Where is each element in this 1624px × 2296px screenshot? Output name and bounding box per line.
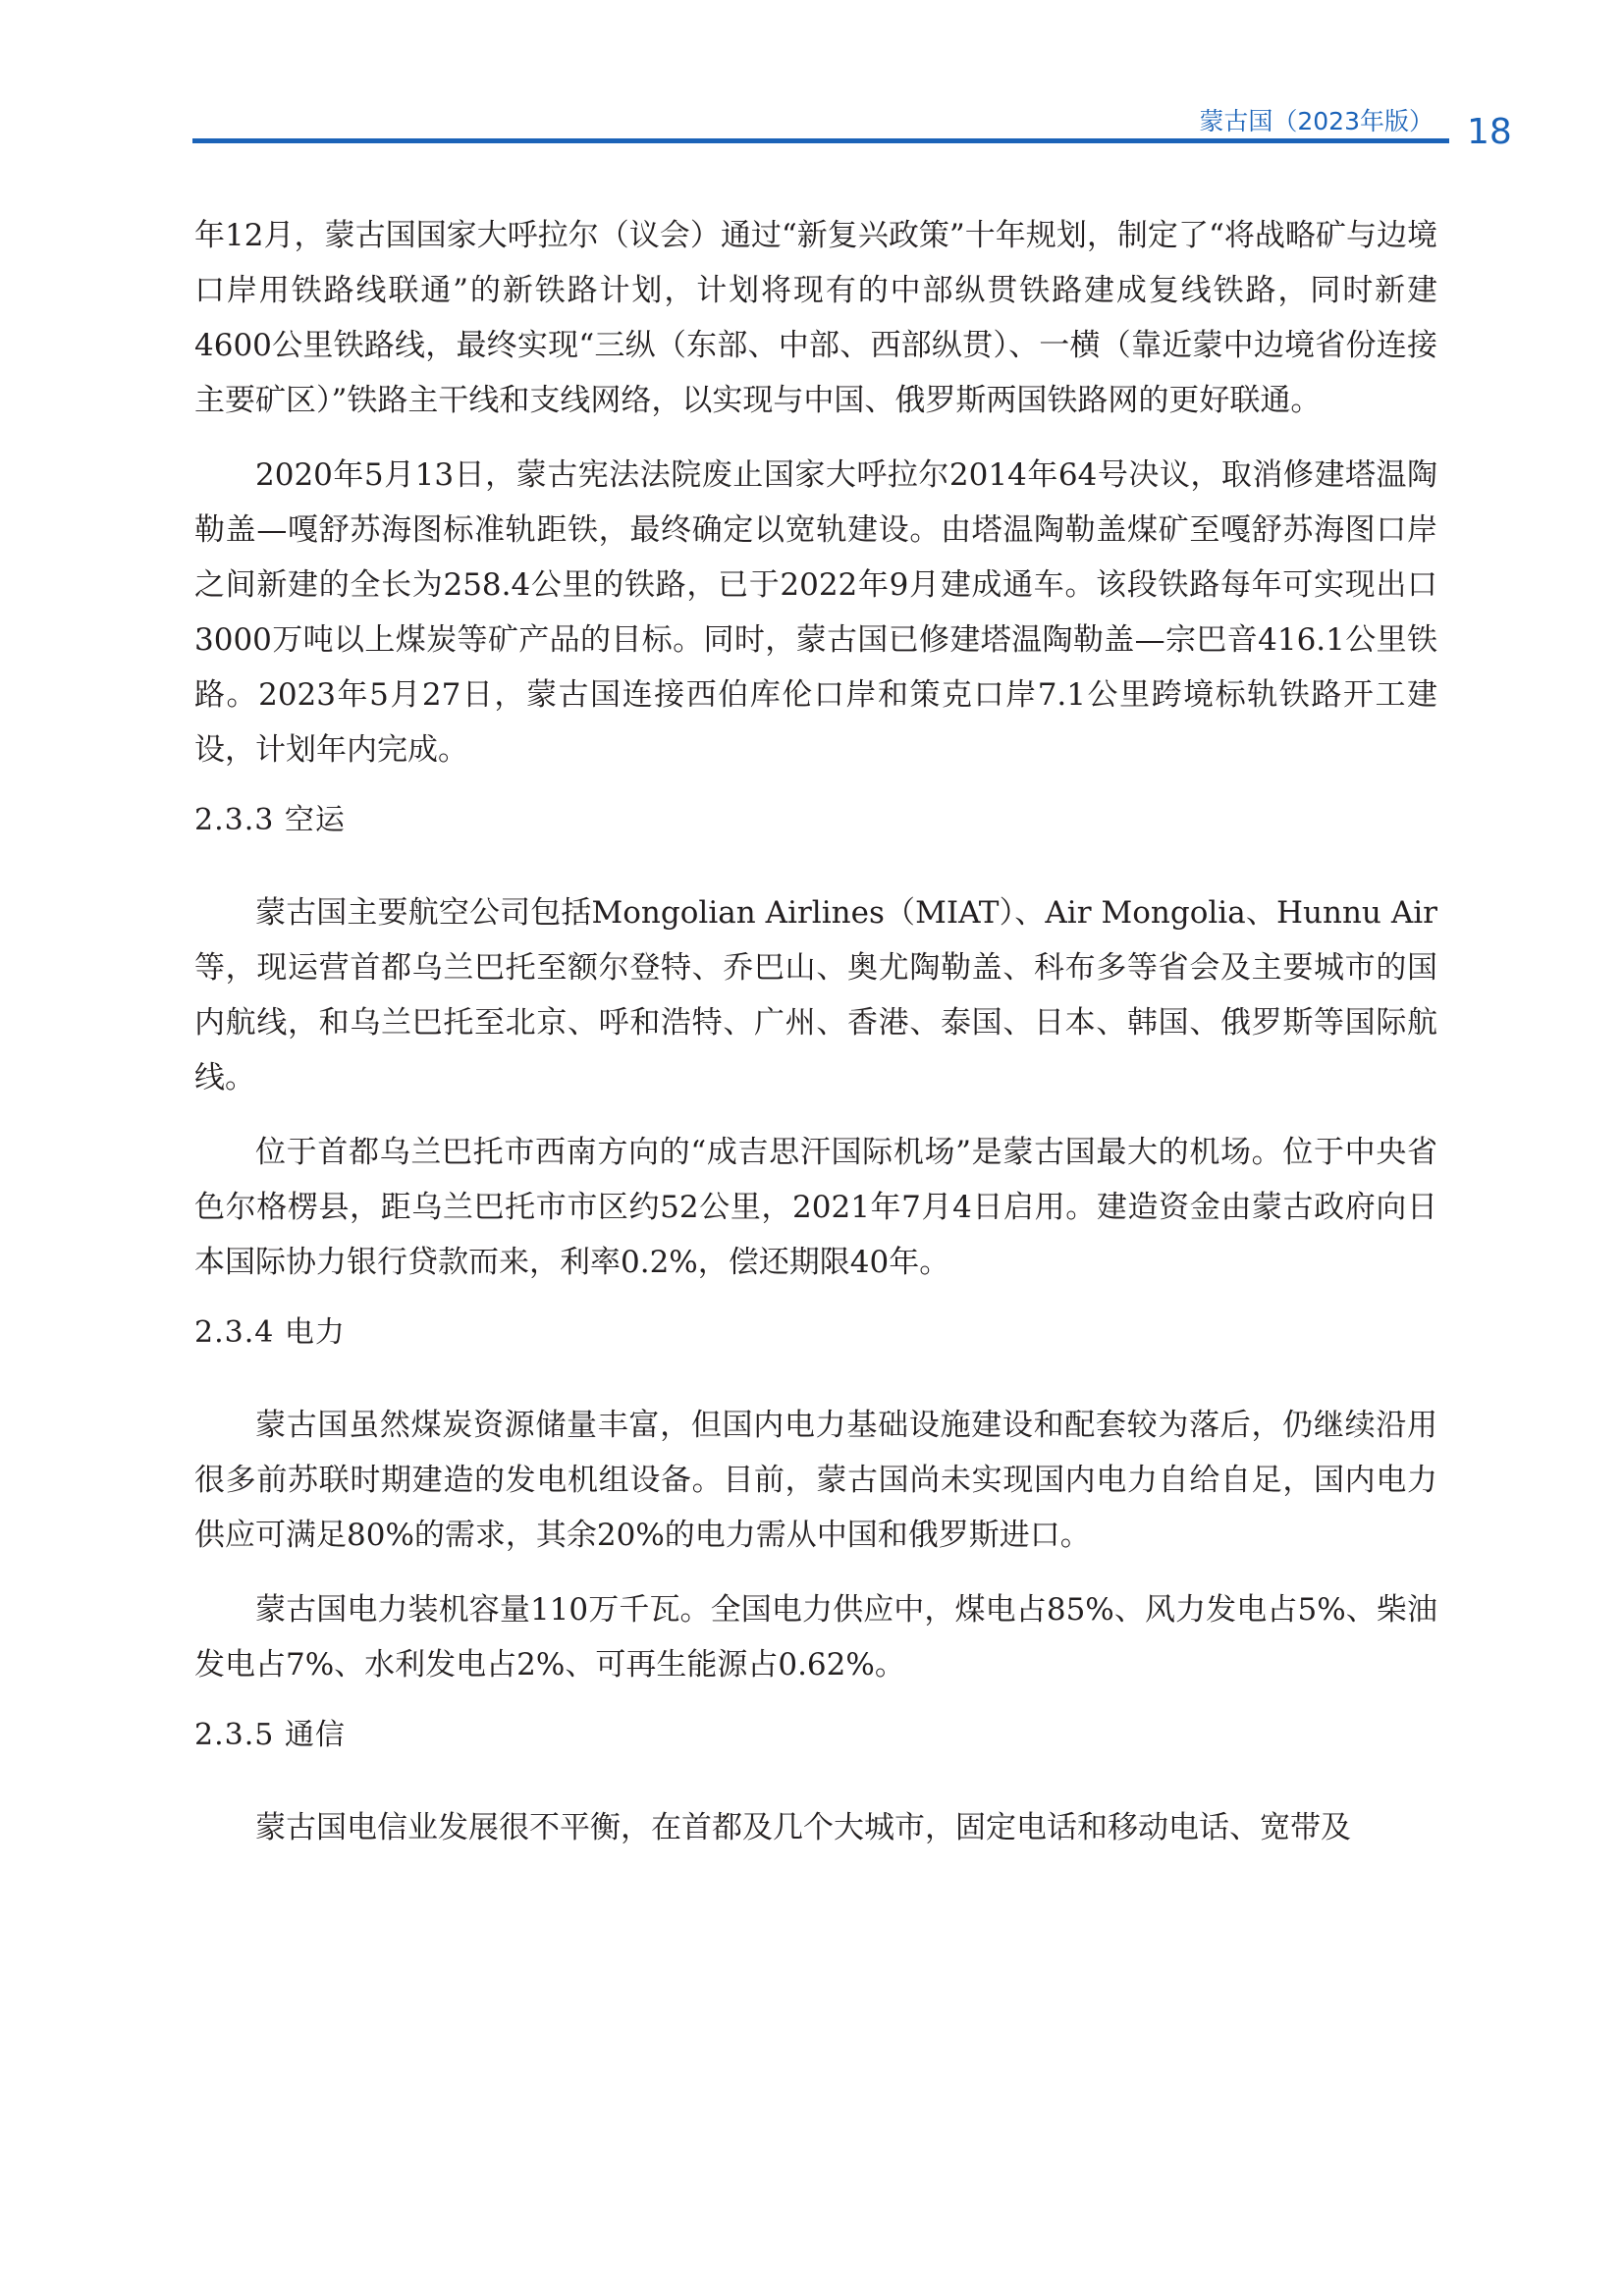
- section-heading-air-transport: 2.3.3 空运: [194, 803, 346, 837]
- paragraph-airlines: 蒙古国主要航空公司包括Mongolian Airlines（MIAT）、Air Mongolia、Hunnu Air等，现运营首都乌兰巴托至额尔登特、乔巴山、奥尤陶勒盖、科布多等省会及主要城市的国内航线，和乌兰巴托至北京、呼和浩特、广州、香港、泰国、日本、韩国、俄罗斯等国际航线。: [194, 895, 1437, 1095]
- paragraph-railway-plan: 年12月，蒙古国国家大呼拉尔（议会）通过“新复兴政策”十年规划，制定了“将战略矿与边境口岸用铁路线联通”的新铁路计划，计划将现有的中部纵贯铁路建成复线铁路，同时新建4600公里铁路线，最终实现“三纵（东部、中部、西部纵贯）、一横（靠近蒙中边境省份连接主要矿区）”铁路主干线和支线网络，以实现与中国、俄罗斯两国铁路网的更好联通。: [194, 218, 1437, 418]
- paragraph-airport: 位于首都乌兰巴托市西南方向的“成吉思汗国际机场”是蒙古国最大的机场。位于中央省色尔格楞县，距乌兰巴托市市区约52公里，2021年7月4日启用。建造资金由蒙古政府向日本国际协力银行贷款而来，利率0.2%，偿还期限40年。: [194, 1135, 1437, 1280]
- paragraph-railway-construction: 2020年5月13日，蒙古宪法法院废止国家大呼拉尔2014年64号决议，取消修建塔温陶勒盖—嘎舒苏海图标准轨距铁，最终确定以宽轨建设。由塔温陶勒盖煤矿至嘎舒苏海图口岸之间新建的全长为258.4公里的铁路，已于2022年9月建成通车。该段铁路每年可实现出口3000万吨以上煤炭等矿产品的目标。同时，蒙古国已修建塔温陶勒盖—宗巴音416.1公里铁路。2023年5月27日，蒙古国连接西伯库伦口岸和策克口岸7.1公里跨境标轨铁路开工建设，计划年内完成。: [194, 457, 1437, 768]
- page-number: 18: [1467, 112, 1512, 152]
- header-rule: [192, 138, 1449, 143]
- section-heading-communications: 2.3.5 通信: [194, 1718, 346, 1752]
- paragraph-electricity-capacity: 蒙古国电力装机容量110万千瓦。全国电力供应中，煤电占85%、风力发电占5%、柴油发电占7%、水利发电占2%、可再生能源占0.62%。: [194, 1592, 1437, 1682]
- paragraph-electricity-supply: 蒙古国虽然煤炭资源储量丰富，但国内电力基础设施建设和配套较为落后，仍继续沿用很多前苏联时期建造的发电机组设备。目前，蒙古国尚未实现国内电力自给自足，国内电力供应可满足80%的需求，其余20%的电力需从中国和俄罗斯进口。: [194, 1408, 1437, 1553]
- document-body: [194, 208, 1437, 1875]
- paragraph-telecom: 蒙古国电信业发展很不平衡，在首都及几个大城市，固定电话和移动电话、宽带及: [255, 1810, 1351, 1845]
- section-heading-electricity: 2.3.4 电力: [194, 1315, 346, 1350]
- header-title: 蒙古国（2023年版）: [1199, 107, 1434, 135]
